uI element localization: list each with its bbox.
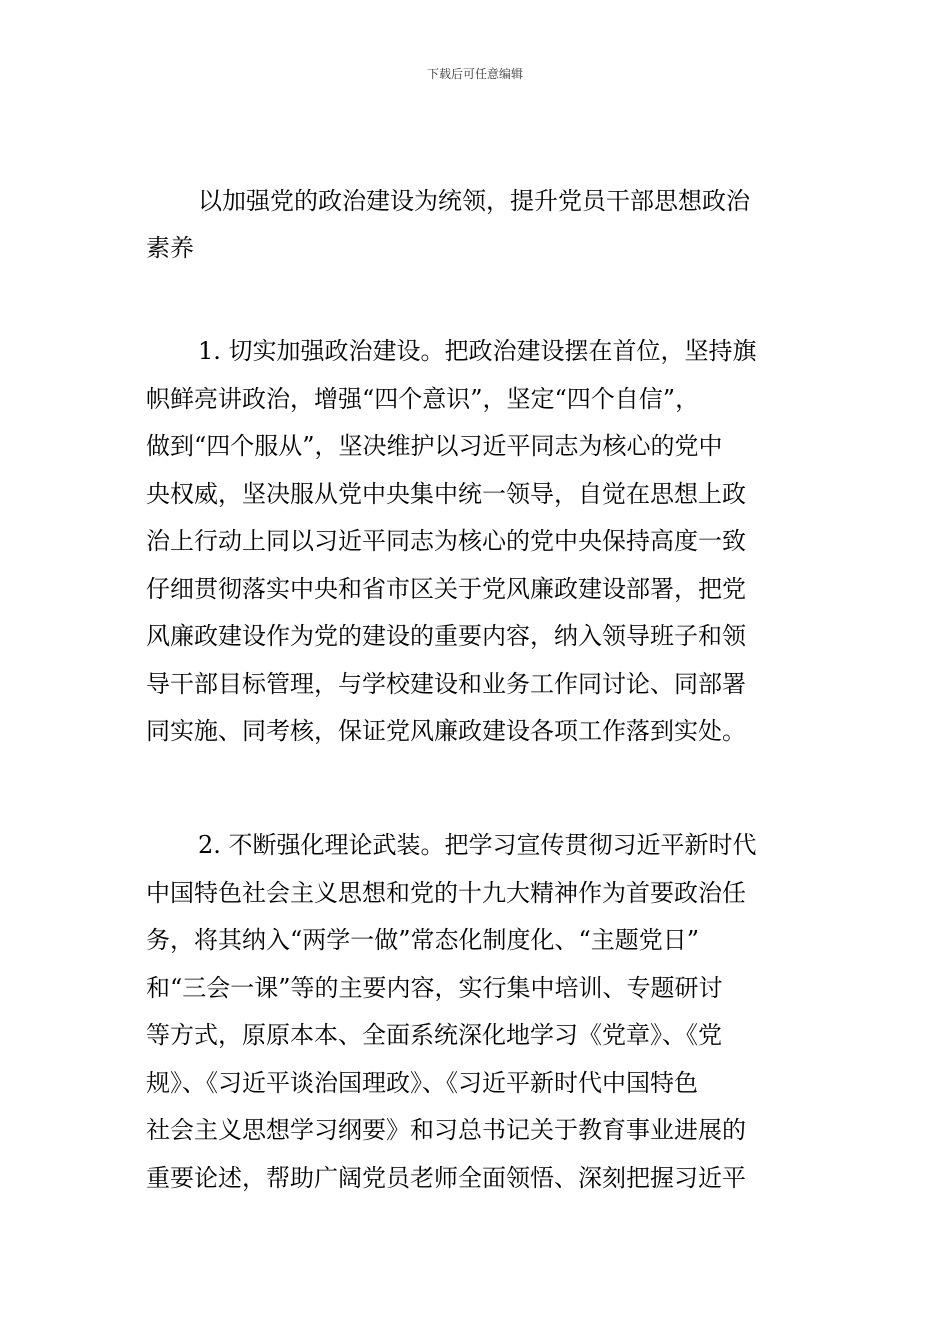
paragraph-line: 治上行动上同以习近平同志为核心的党中央保持高度一致	[146, 527, 746, 555]
paragraph-line: 央权威，坚决服从党中央集中统一领导，自觉在思想上政	[146, 479, 746, 508]
header-note: 下载后可任意编辑	[426, 67, 523, 81]
paragraph-line: 规》、《习近平谈治国理政》、《习近平新时代中国特色	[146, 1068, 698, 1097]
paragraph-line: 等方式，原原本本、全面系统深化地学习《党章》、《党	[146, 1021, 722, 1049]
paragraph-line: 社会主义思想学习纲要》和习总书记关于教育事业进展的	[146, 1116, 746, 1144]
title-line: 以加强党的政治建设为统领，提升党员干部思想政治	[198, 187, 750, 215]
paragraph-line: 中国特色社会主义思想和党的十九大精神作为首要政治任	[146, 878, 746, 907]
paragraph-line: 导干部目标管理，与学校建设和业务工作同讨论、同部署	[146, 669, 746, 698]
paragraph-line: 务，将其纳入“两学一做”常态化制度化、“主题党日”	[146, 926, 700, 954]
document-title	[146, 178, 806, 272]
paragraph-line: 1. 切实加强政治建设。把政治建设摆在首位，坚持旗	[198, 337, 757, 365]
paragraph-theory-armament	[146, 822, 811, 1202]
paragraph-line: 帜鲜亮讲政治，增强“四个意识”，坚定“四个自信”，	[146, 384, 700, 413]
title-line: 素养	[146, 234, 194, 262]
paragraph-line: 做到“四个服从”，坚决维护以习近平同志为核心的党中	[146, 432, 723, 460]
paragraph-line: 风廉政建设作为党的建设的重要内容，纳入领导班子和领	[146, 622, 746, 650]
paragraph-political-building	[146, 328, 811, 756]
paragraph-line: 和“三会一课”等的主要内容，实行集中培训、专题研讨	[146, 973, 723, 1002]
paragraph-line: 2. 不断强化理论武装。把学习宣传贯彻习近平新时代	[198, 831, 757, 859]
paragraph-line: 仔细贯彻落实中央和省市区关于党风廉政建设部署，把党	[146, 574, 746, 603]
paragraph-line: 重要论述，帮助广阔党员老师全面领悟、深刻把握习近平	[146, 1163, 746, 1192]
paragraph-line: 同实施、同考核，保证党风廉政建设各项工作落到实处。	[146, 717, 746, 745]
